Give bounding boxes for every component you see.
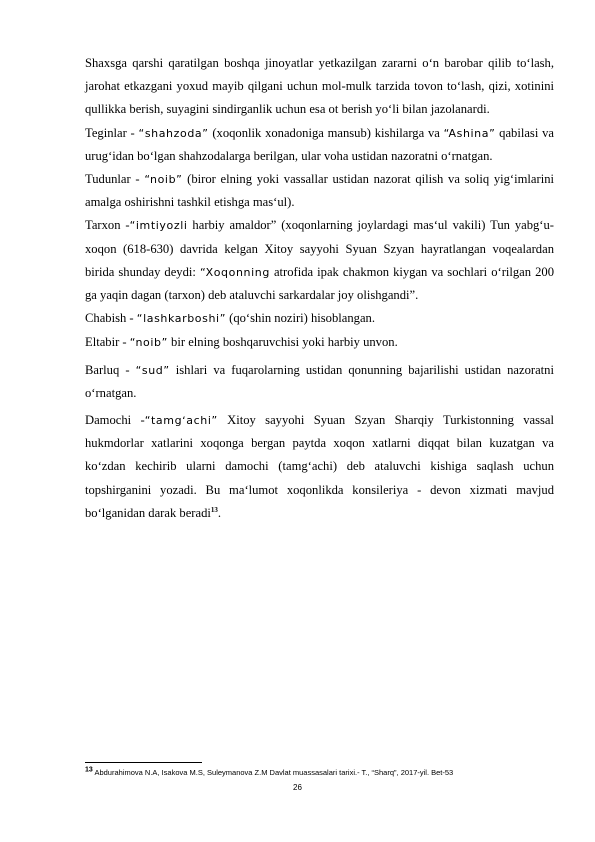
paragraph-eltabir: Eltabir - “noib” bir elning boshqaruvchisi yoki harbiy unvon. [85, 335, 398, 350]
paragraph-teginlar: Teginlar - “shahzoda” (xoqonlik xonadoniga mansub) kishilarga va “Ashina” qabilasi va urugʻidan boʻlgan shahzodalarga berilgan, ular voha ustidan nazoratni oʻrnatgan. [85, 125, 554, 163]
term-shahzoda: “shahzoda” [138, 126, 209, 140]
term-noib: “noib” [144, 173, 183, 187]
document-body [85, 52, 554, 525]
paragraph-tarxon: Tarxon -“imtiyozli harbiy amaldor” (xoqonlarning joylardagi masʻul vakili) Tun yabgʻu-xoqon (618-630) davrida kelgan Xitoy sayyohi Syuan Szyan hayratlangan voqealardan birida shunday deydi: “Xoqonning atrofida ipak chakmon kiygan va sochlari oʻrilgan 200 ga yaqin dagan (tarxon) deb ataluvchi sarkardalar joy olishgandi”. [85, 218, 554, 303]
term-xoqonning: “Xoqonning [199, 265, 270, 279]
term-noib-eltabir: “noib” [129, 336, 168, 350]
footnote-number: 13 [85, 766, 93, 774]
page-number: 26 [293, 783, 302, 792]
footnote-reference: 13 [210, 505, 218, 514]
paragraph-tudunlar: Tudunlar - “noib” (biror elning yoki vassallar ustidan nazorat qilish va soliq yigʻimlarini amalga oshirishni tashkil etishga masʻul). [85, 172, 554, 210]
paragraph-barluq: Barluq - “sud” ishlari va fuqarolarning ustidan qonunning bajarilishi ustidan nazoratni oʻrnatgan. [85, 362, 554, 400]
term-ashina: “Ashina” [443, 126, 496, 140]
paragraph-punishments: Shaxsga qarshi qaratilgan boshqa jinoyatlar yetkazilgan zararni oʻn barobar qilib toʻlash, jarohat etkazgani yoxud mayib qilgani uchun mol-mulk tarzida tovon toʻlash, qizi, xotinini qullikka berish, suyagini sindirganlik uchun esa ot berish yoʻli bilan jazolanardi. [85, 56, 554, 117]
paragraph-damochi: Damochi -“tamgʻachi” Xitoy sayyohi Syuan Szyan Sharqiy Turkistonning vassal hukmdorlar xatlarini xoqonga bergan paytda xoqon xatlarni diqqat bilan kuzatgan va koʻzdan kechirib ularni damochi (tamgʻachi) deb ataluvchi kishiga saqlash uchun topshirganini yozadi. Bu maʻlumot xoqonlikda konsileriya - devon xizmati mavjud boʻlganidan darak beradi$^{13}$. [85, 413, 554, 520]
footnote [85, 768, 554, 778]
footnote-divider [85, 762, 202, 763]
footnote-text: Abdurahimova N.A, Isakova M.S, Suleymanova Z.M Davlat muassasalari tarixi.- T., “Sharq”, 2017-yil. Bet-53 [92, 768, 454, 777]
paragraph-chabish: Chabish - “lashkarboshi” (qoʻshin noziri) hisoblangan. [85, 311, 375, 326]
term-tamgachi: “tamgʻachi” [144, 414, 218, 428]
term-lashkarboshi: “lashkarboshi” [136, 312, 226, 326]
term-sud: “sud” [135, 363, 170, 377]
term-imtiyozli: “imtiyozli [129, 219, 188, 233]
